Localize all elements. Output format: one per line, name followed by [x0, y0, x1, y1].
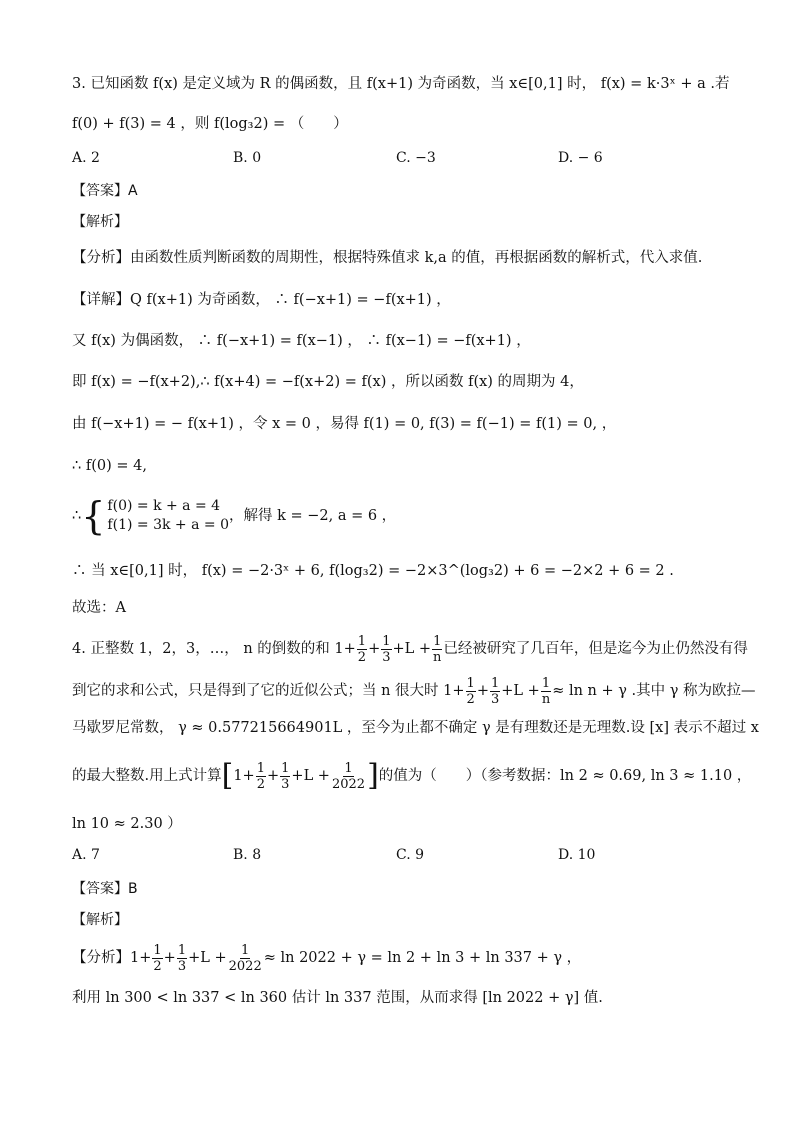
- q4-text: 【分析】1+: [72, 950, 152, 966]
- q3-stem-line1: 3. 已知函数 f(x) 是定义域为 R 的偶函数，且 f(x+1) 为奇函数，当 x∈[0,1] 时， f(x) = k·3ˣ + a .若: [72, 76, 730, 92]
- q4-option-c: C. 9: [396, 847, 425, 863]
- plus-sign: +: [476, 683, 489, 699]
- q4-stem-line3: 马歇罗尼常数， γ ≈ 0.577215664901L ，至今为止都不确定 γ 是有理数还是无理数.设 [x] 表示不超过 x: [72, 720, 759, 736]
- plus-sign: +: [163, 950, 176, 966]
- system-solution: ，解得 k = −2, a = 6 ，: [228, 508, 397, 524]
- q4-text: 到它的求和公式，只是得到了它的近似公式；当 n 很大时 1+: [72, 683, 465, 699]
- q4-answer: 【答案】B: [72, 881, 138, 897]
- q3-option-c: C. −3: [396, 150, 436, 166]
- frac-den: 2022: [331, 776, 366, 792]
- q4-stem-line4: 的最大整数.用上式计算 [ 1+ $\frac{1}{2}$ + $\frac{1}{3}$ +L + $\frac{1}{2022}$ ] 的值为（ ）（参考数据：ln 2 ≈ 0.69, ln 3 ≈ 1.10 ，: [72, 758, 752, 793]
- fraction-1-over-n: [432, 634, 442, 665]
- q3-choose: 故选：A: [72, 600, 126, 616]
- frac-num: 1: [256, 760, 265, 776]
- frac-num: 1: [433, 633, 442, 649]
- frac-num: 1: [281, 760, 290, 776]
- q3-detail-line: 又 f(x) 为偶函数， ∴ f(−x+1) = f(x−1) ， ∴ f(x−1) = −f(x+1) ，: [72, 333, 531, 349]
- q3-final-line: ∴ 当 x∈[0,1] 时， f(x) = −2·3ˣ + 6, f(log₃2) = −2×3^(log₃2) + 6 = −2×2 + 6 = 2 .: [72, 563, 674, 579]
- frac-num: 1: [382, 633, 391, 649]
- q4-stem-line1: [72, 632, 748, 666]
- frac-num: 1: [466, 675, 475, 691]
- q3-option-a: A. 2: [72, 150, 100, 166]
- frac-num: 1: [241, 942, 250, 958]
- therefore-symbol: ∴: [72, 508, 82, 524]
- frac-den: 2: [256, 776, 265, 792]
- q4-stem-line5: ln 10 ≈ 2.30 ）: [72, 816, 182, 832]
- q3-equation-system: [72, 494, 396, 538]
- q3-detail-line: 由 f(−x+1) = − f(x+1) ，令 x = 0 ，易得 f(1) = 0, f(3) = f(−1) = f(1) = 0, ，: [72, 416, 617, 432]
- frac-den: 3: [177, 958, 187, 974]
- frac-num: 1: [153, 942, 162, 958]
- q3-stem-line2: f(0) + f(3) = 4 ，则 f(log₃2) = （ ）: [72, 116, 348, 132]
- q3-detail-line: 即 f(x) = −f(x+2),∴ f(x+4) = −f(x+2) = f(x) ，所以函数 f(x) 的周期为 4，: [72, 374, 584, 390]
- fraction-half: [357, 634, 367, 665]
- frac-den: 3: [382, 649, 391, 665]
- frac-num: 1: [344, 760, 353, 776]
- ellipsis-plus: +L +: [501, 683, 540, 699]
- fraction-half: [152, 943, 162, 974]
- frac-den: 2022: [228, 958, 262, 974]
- q3-analysis-title: 【解析】: [72, 214, 128, 230]
- q3-analysis-summary: 【分析】由函数性质判断函数的周期性，根据特殊值求 k,a 的值，再根据函数的解析式，代入求值.: [72, 250, 703, 266]
- frac-num: 1: [177, 942, 187, 958]
- ellipsis-plus: +L +: [392, 641, 432, 657]
- left-bracket-icon: [: [221, 758, 234, 793]
- fraction-half: [466, 676, 476, 707]
- fraction-half: [256, 761, 266, 792]
- frac-num: 1: [490, 675, 500, 691]
- q4-option-a: A. 7: [72, 847, 100, 863]
- fraction-third: [177, 943, 187, 974]
- fraction-1-over-n: [541, 676, 551, 707]
- frac-den: 2: [153, 958, 162, 974]
- q3-answer: 【答案】A: [72, 183, 138, 199]
- right-bracket-icon: ]: [367, 758, 379, 793]
- q4-text: 的最大整数.用上式计算: [72, 768, 222, 784]
- ellipsis-plus: +L +: [188, 950, 227, 966]
- frac-den: n: [433, 649, 442, 665]
- plus-sign: +: [368, 641, 381, 657]
- q4-stem-line2: [72, 674, 756, 708]
- q4-last-line: 利用 ln 300 < ln 337 < ln 360 估计 ln 337 范围，从而求得 [ln 2022 + γ] 值.: [72, 990, 603, 1006]
- fraction-third: [381, 634, 391, 665]
- system-row: f(1) = 3k + a = 0: [107, 517, 229, 533]
- q3-detail-line: ∴ f(0) = 4,: [72, 458, 147, 474]
- frac-den: 3: [490, 691, 500, 707]
- q4-option-d: D. 10: [558, 847, 596, 863]
- q4-text: 已经被研究了几百年，但是迄今为止仍然没有得: [443, 641, 748, 657]
- frac-num: 1: [357, 633, 367, 649]
- q3-option-d: D. − 6: [558, 150, 603, 166]
- fraction-1-over-2022: [331, 761, 366, 792]
- q4-option-b: B. 8: [233, 847, 262, 863]
- q3-detail-line: 【详解】Q f(x+1) 为奇函数， ∴ f(−x+1) = −f(x+1) ，: [72, 292, 451, 308]
- q4-analysis-summary: [72, 938, 581, 978]
- q4-text: ≈ ln 2022 + γ = ln 2 + ln 3 + ln 337 + γ ，: [263, 950, 582, 966]
- q4-text: 的值为（ ）（参考数据：ln 2 ≈ 0.69, ln 3 ≈ 1.10 ，: [378, 768, 752, 784]
- frac-num: 1: [541, 675, 551, 691]
- q3-option-b: B. 0: [233, 150, 262, 166]
- left-brace-icon: {: [81, 494, 106, 538]
- q4-text: 4. 正整数 1，2，3，…， n 的倒数的和 1+: [72, 641, 356, 657]
- frac-den: 3: [281, 776, 290, 792]
- frac-den: 2: [357, 649, 367, 665]
- plus-sign: +: [266, 768, 280, 784]
- ellipsis-plus: +L +: [291, 768, 330, 784]
- system-brace-block: [81, 494, 229, 538]
- q4-analysis-title: 【解析】: [72, 912, 128, 928]
- frac-den: 2: [466, 691, 475, 707]
- fraction-1-over-2022: [228, 943, 263, 974]
- frac-den: n: [541, 691, 551, 707]
- system-row: f(0) = k + a = 4: [107, 498, 221, 514]
- fraction-third: [280, 761, 290, 792]
- q4-text: ≈ ln n + γ .其中 γ 称为欧拉—: [552, 683, 756, 699]
- fraction-third: [490, 676, 500, 707]
